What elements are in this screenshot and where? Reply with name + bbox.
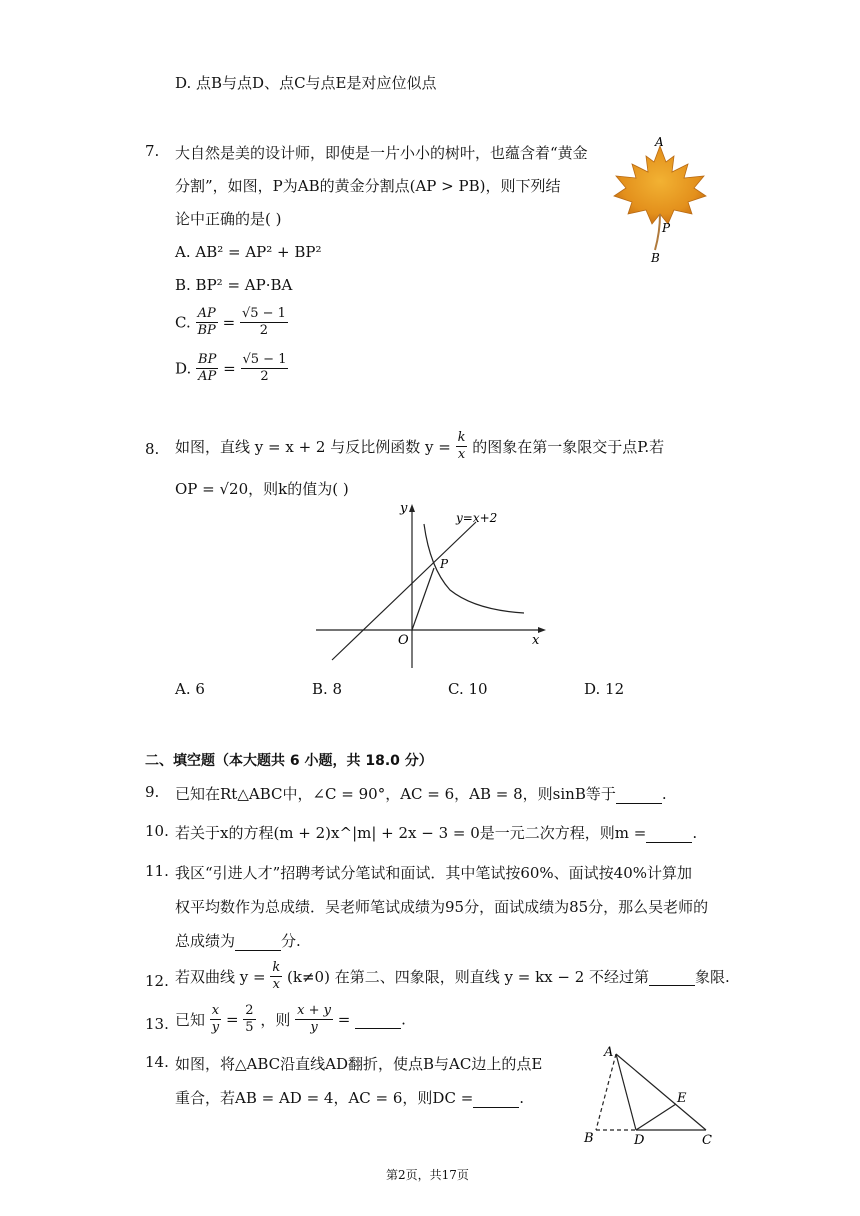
q8-fig-label-x: x <box>532 633 540 648</box>
q7-option-c: C. $\frac{AP}{BP}$ = $\frac{√5 - 1}{2}$ <box>175 306 286 338</box>
q7-option-d-rhs: $\frac{√5 - 1}{2}$ <box>242 352 287 384</box>
q7-option-d: D. $\frac{BP}{AP}$ = $\frac{√5 - 1}{2}$ <box>175 352 287 384</box>
segment-de <box>636 1104 676 1130</box>
q11-answer-blank[interactable] <box>235 932 281 951</box>
q14-line2: 重合，若AB = AD = 4，AC = 6，则DC = . <box>175 1089 525 1107</box>
q8-option-b: B. 8 <box>312 680 343 698</box>
y-axis-arrow <box>409 504 415 512</box>
q14-line1: 如图，将△ABC沿直线AD翻折，使点B与AC边上的点E <box>175 1055 543 1073</box>
q7-number: 7. <box>145 142 160 160</box>
q14-number: 14. <box>145 1053 169 1071</box>
q8-graph-figure <box>310 498 550 673</box>
q11-line2: 权平均数作为总成绩．吴老师笔试成绩为95分，面试成绩为85分，那么吴老师的 <box>175 898 709 916</box>
q7-line1: 大自然是美的设计师，即使是一片小小的树叶，也蕴含着“黄金 <box>175 144 588 162</box>
leaf-shape <box>614 146 706 224</box>
q10-text: 若关于x的方程(m + 2)x^|m| + 2x − 3 = 0是一元二次方程，则m = . <box>175 824 698 842</box>
q13-text: 已知 $\frac{x}{y}$ = $\frac{2}{5}$ ，则 $\frac{x + y}{y}$ = . <box>175 1003 406 1035</box>
q9-text: 已知在Rt△ABC中，∠C = 90°，AC = 6，AB = 8，则sinB等于 . <box>175 785 667 803</box>
q7-fig-label-a: A <box>655 135 664 149</box>
q10-answer-blank[interactable] <box>646 824 692 843</box>
q14-answer-blank[interactable] <box>473 1089 519 1108</box>
q13-fraction-x-over-y: $\frac{x}{y}$ <box>211 1003 220 1035</box>
q8-option-a: A. 6 <box>175 680 205 698</box>
section-title: 二、填空题（本大题共 6 小题，共 18.0 分） <box>145 753 433 769</box>
q6-option-d: D. 点B与点D、点C与点E是对应位似点 <box>175 74 437 92</box>
q7-fig-label-b: B <box>651 251 660 265</box>
q11-line3: 总成绩为 分. <box>175 932 301 950</box>
q7-option-d-label: D. <box>175 359 192 378</box>
q11-line1: 我区“引进人才”招聘考试分笔试和面试．其中笔试按60%、面试按40%计算加 <box>175 864 693 882</box>
q8-option-c: C. 10 <box>448 680 488 698</box>
q7-line3: 论中正确的是( ) <box>175 210 282 228</box>
segment-ad <box>616 1054 636 1130</box>
q10-number: 10. <box>145 822 169 840</box>
q14-fig-label-c: C <box>702 1133 712 1148</box>
q13-number: 13. <box>145 1015 169 1033</box>
q14-fig-label-b: B <box>584 1131 594 1146</box>
q12-fraction: $\frac{k}{x}$ <box>272 960 281 992</box>
q14-triangle-figure <box>580 1042 720 1150</box>
q13-fraction-2-over-5: $\frac{2}{5}$ <box>245 1003 254 1035</box>
q8-fig-label-o: O <box>398 633 409 648</box>
q14-fig-label-e: E <box>677 1091 687 1106</box>
q8-option-d: D. 12 <box>584 680 625 698</box>
q8-line2: OP = √20，则k的值为( ) <box>175 480 349 498</box>
q8-fig-label-p: P <box>440 557 449 571</box>
q7-fig-label-p: P <box>662 221 671 235</box>
q7-option-c-rhs: $\frac{√5 - 1}{2}$ <box>241 306 286 338</box>
q8-fraction: $\frac{k}{x}$ <box>457 430 466 462</box>
q13-fraction-target: $\frac{x + y}{y}$ <box>297 1003 331 1035</box>
q9-answer-blank[interactable] <box>616 785 662 804</box>
q7-option-d-lhs: $\frac{BP}{AP}$ <box>198 352 217 384</box>
hyperbola-curve <box>424 524 524 613</box>
segment-ab <box>596 1054 616 1130</box>
segment-ac <box>616 1054 706 1130</box>
q7-option-b: B. BP² = AP·BA <box>175 276 293 294</box>
q12-text: 若双曲线 y = $\frac{k}{x}$ (k≠0) 在第二、四象限，则直线 y = kx − 2 不经过第 象限. <box>175 960 730 992</box>
q11-number: 11. <box>145 862 169 880</box>
q7-option-c-lhs: $\frac{AP}{BP}$ <box>197 306 216 338</box>
q7-leaf-figure <box>608 132 718 272</box>
q12-number: 12. <box>145 972 169 990</box>
page-footer: 第2页，共17页 <box>386 1168 469 1182</box>
q12-answer-blank[interactable] <box>649 967 695 986</box>
q7-line2: 分割”，如图，P为AB的黄金分割点(AP > PB)，则下列结 <box>175 177 561 195</box>
q8-number: 8. <box>145 440 160 458</box>
q8-fig-label-y: y <box>400 501 408 516</box>
q7-option-c-label: C. <box>175 313 191 332</box>
q14-fig-label-a: A <box>604 1045 614 1060</box>
q13-answer-blank[interactable] <box>355 1010 401 1029</box>
q14-fig-label-d: D <box>634 1133 645 1148</box>
q7-option-a: A. AB² = AP² + BP² <box>175 243 322 261</box>
q8-fig-line-label: y=x+2 <box>456 511 498 525</box>
segment-op <box>412 568 434 630</box>
q8-line1: 如图，直线 y = x + 2 与反比例函数 y = $\frac{k}{x}$ 的图象在第一象限交于点P.若 <box>175 430 665 462</box>
q9-number: 9. <box>145 783 160 801</box>
